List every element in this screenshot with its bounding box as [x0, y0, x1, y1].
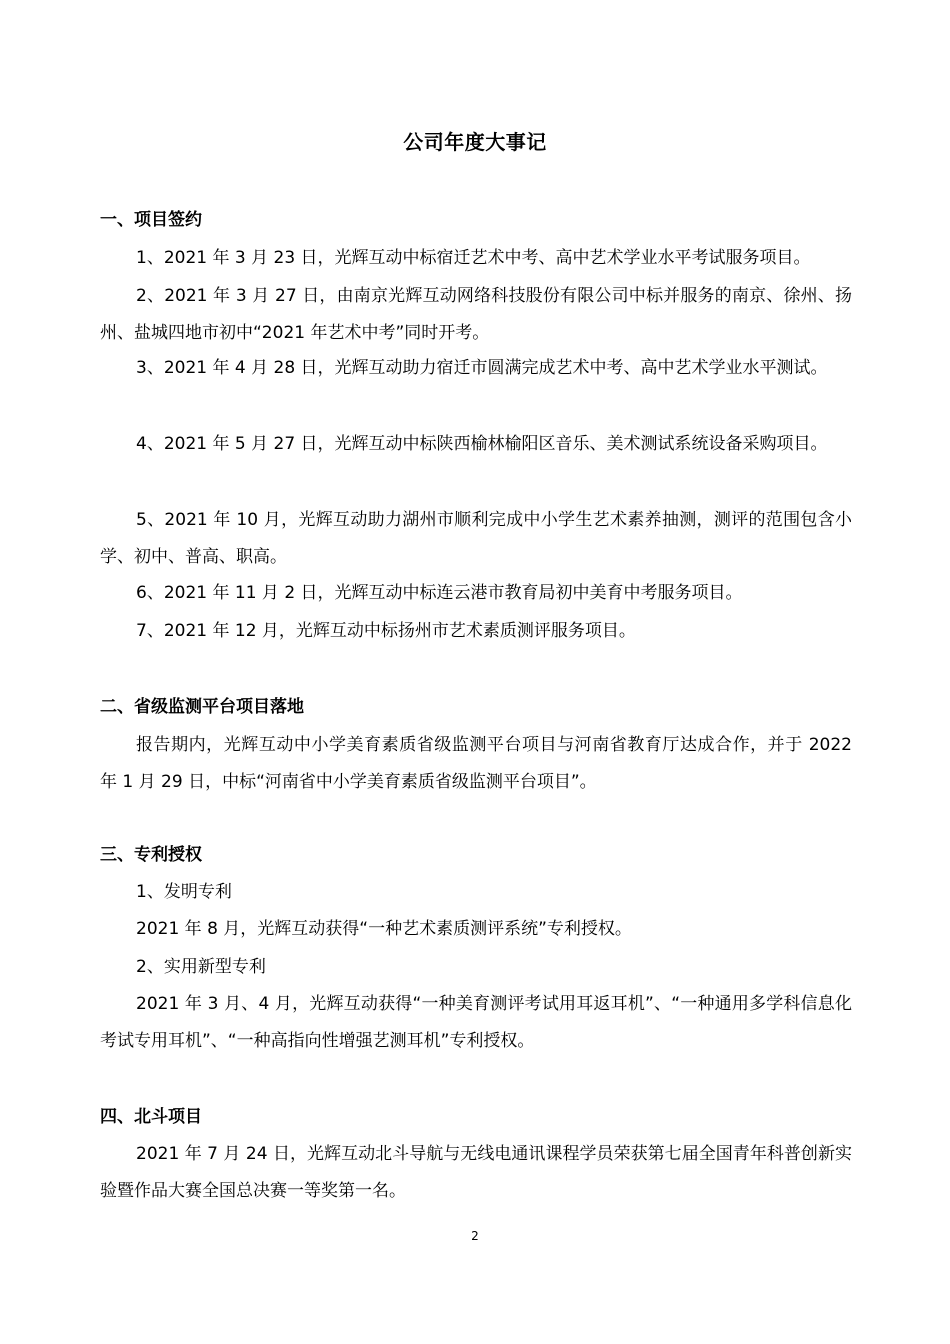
paragraph: 1、2021 年 3 月 23 日，光辉互动中标宿迁艺术中考、高中艺术学业水平考试服务项目。 — [136, 248, 811, 268]
paragraph: 7、2021 年 12 月，光辉互动中标扬州市艺术素质测评服务项目。 — [136, 621, 636, 641]
page-number: 2 — [471, 1229, 479, 1243]
document-title: 公司年度大事记 — [403, 130, 547, 154]
paragraph: 2021 年 3 月、4 月，光辉互动获得“一种美育测评考试用耳返耳机”、“一种通用多学科信息化考试专用耳机”、“一种高指向性增强艺测耳机”专利授权。 — [100, 994, 852, 1051]
section-heading-3: 三、专利授权 — [100, 845, 202, 865]
paragraph: 2021 年 8 月，光辉互动获得“一种艺术素质测评系统”专利授权。 — [136, 919, 632, 939]
paragraph: 2、实用新型专利 — [136, 957, 266, 977]
paragraph: 4、2021 年 5 月 27 日，光辉互动中标陕西榆林榆阳区音乐、美术测试系统设备采购项目。 — [136, 434, 828, 454]
paragraph: 6、2021 年 11 月 2 日，光辉互动中标连云港市教育局初中美育中考服务项目。 — [136, 583, 743, 603]
section-heading-4: 四、北斗项目 — [100, 1107, 202, 1127]
section-heading-1: 一、项目签约 — [100, 210, 202, 230]
paragraph: 2021 年 7 月 24 日，光辉互动北斗导航与无线电通讯课程学员荣获第七届全国青年科普创新实验暨作品大赛全国总决赛一等奖第一名。 — [100, 1144, 852, 1201]
section-heading-2: 二、省级监测平台项目落地 — [100, 697, 304, 717]
paragraph: 2、2021 年 3 月 27 日，由南京光辉互动网络科技股份有限公司中标并服务的南京、徐州、扬州、盐城四地市初中“2021 年艺术中考”同时开考。 — [100, 286, 852, 343]
paragraph: 5、2021 年 10 月，光辉互动助力湖州市顺利完成中小学生艺术素养抽测，测评的范围包含小学、初中、普高、职高。 — [100, 510, 852, 567]
paragraph: 报告期内，光辉互动中小学美育素质省级监测平台项目与河南省教育厅达成合作，并于 2022 年 1 月 29 日，中标“河南省中小学美育素质省级监测平台项目”。 — [100, 735, 852, 792]
paragraph: 1、发明专利 — [136, 882, 232, 902]
paragraph: 3、2021 年 4 月 28 日，光辉互动助力宿迁市圆满完成艺术中考、高中艺术学业水平测试。 — [136, 358, 828, 378]
